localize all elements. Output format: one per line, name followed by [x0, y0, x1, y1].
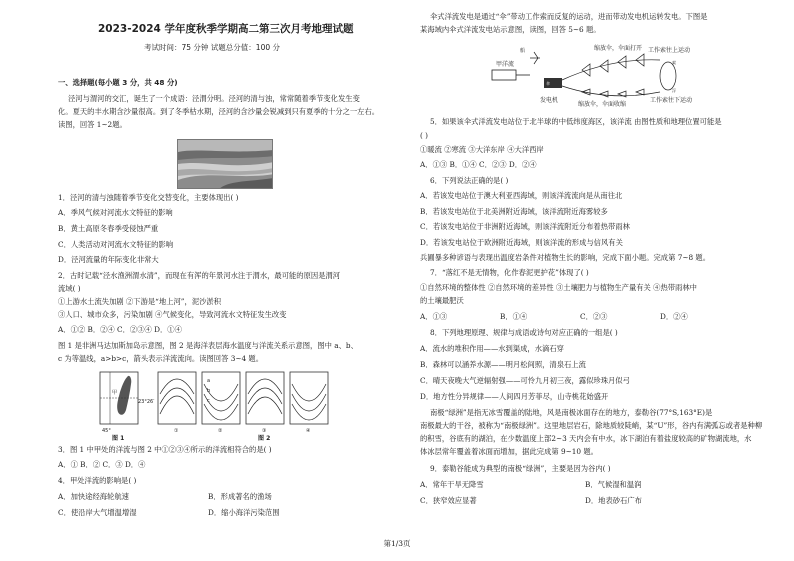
q8-option-a: A．流水的堆积作用——水到渠成，水滴石穿	[420, 344, 564, 353]
q4-option-d: D．缩小海洋污染范围	[208, 508, 280, 517]
q1-option-d: D．泾河流量的年际变化非常大	[58, 255, 159, 264]
q9-option-d: D．地表砂石广布	[585, 496, 642, 505]
current-panel-1	[158, 372, 196, 434]
q1-stem: 1．泾河的清与浊随着季节变化交替变化，主要体现出( )	[58, 193, 239, 202]
river-photo	[177, 139, 273, 189]
q8-stem: 8．下列地理原理、规律与成语或诗句对应正确的一组是( )	[430, 328, 618, 337]
current-panel-3	[246, 372, 284, 434]
diagram-label-generator: 发电机	[540, 97, 559, 104]
passage3-line: 体冰层常年覆盖着冰面而增加，据此完成第 9~10 题。	[420, 447, 598, 456]
q2-item: ③人口、城市众多，污染加剧 ④气候变化，导致河流水文特征发生改变	[58, 310, 287, 319]
figure-intro: c 为等温线，a>b>c，箭头表示洋流流向。读图回答 3~4 题。	[58, 354, 264, 363]
page-number: 第1/3页	[383, 539, 411, 548]
side-label: 伞	[546, 81, 550, 86]
q7-option-c: C．②③	[580, 312, 608, 321]
q2-stem-cont: 流域( )	[58, 284, 81, 293]
q7-items: ①自然环境的整体性 ②自然环境的差异性 ③土壤肥力与植物生产量有关 ④热带雨林中	[420, 283, 697, 292]
q6-option-a: A．若该发电站位于澳大利亚西海域，则该洋流流向是从南往北	[420, 191, 623, 200]
q1-option-a: A．季风气候对河流水文特征的影响	[58, 208, 173, 217]
right-intro-line: 某海域内伞式洋流发电站示意图，读图，回答 5~6 题。	[420, 25, 601, 34]
figure2-caption: 图 2	[258, 435, 271, 442]
panel-label: ③	[262, 428, 267, 434]
q3-options: A．① B．② C．③ D．④	[58, 460, 146, 469]
q8-option-d: D．地方性分异规律——人间四月芳菲尽，山寺桃花始盛开	[420, 392, 609, 401]
exam-info: 考试时间：75 分钟 试题总分值：100 分	[144, 43, 281, 52]
q9-option-a: A．常年干旱无降雪	[420, 480, 484, 489]
q3-stem: 3．图 1 中甲处的洋流与图 2 中①②③④所示的洋流相符合的是( )	[58, 445, 272, 454]
q7-option-d: D．②④	[660, 312, 688, 321]
q4-option-a: A．加快途经海轮航速	[58, 492, 129, 501]
q4-option-b: B．形成著名的渔场	[208, 492, 272, 501]
q7-option-b: B．①④	[500, 312, 528, 321]
q7-items-cont: 的土壤最肥沃	[420, 296, 464, 305]
longitude-label: 45°	[102, 428, 111, 434]
side-label: 浮	[672, 88, 676, 93]
q5-options: A．①③ B．①④ C．②③ D．②④	[420, 160, 537, 169]
passage3-line: 南极“绿洲”是指无冰雪覆盖的陆地，风是南极冰面存在的地方，泰勒谷(77°S,163°E)是	[430, 408, 713, 417]
latitude-label: 23°26′	[138, 399, 155, 405]
isotherm-label-c: c	[207, 398, 210, 404]
q6-option-b: B．若该发电站位于北美洲附近海域，该洋流附近海雾较多	[420, 207, 608, 216]
passage1-line: 读图，回答 1~2题。	[58, 120, 127, 129]
panel-label: ④	[306, 428, 311, 434]
q7-stem: 7．“落红不是无情物，化作春泥更护花”体现了( )	[430, 268, 589, 277]
q2-options: A．①② B．②④ C．②③④ D．①④	[58, 325, 182, 334]
current-panel-4	[290, 372, 328, 434]
q9-option-b: B．气候湿和温润	[585, 480, 642, 489]
q1-option-c: C．人类活动对河流水文特征的影响	[58, 240, 174, 249]
q5-items: ①暖流 ②寒流 ③大洋东岸 ④大洋西岸	[420, 145, 544, 154]
q6-option-d: D．若该发电站位于欧洲附近海域，则该洋流的形成与信风有关	[420, 238, 623, 247]
passage1-line: 泾河与渭河的交汇，诞生了一个成语：泾渭分明。泾河的清与浊，常常随着季节变化发生变	[68, 94, 360, 103]
q6-option-c: C．若该发电站位于非洲附近海域，则该洋流附近分布着热带雨林	[420, 222, 630, 231]
madagascar-map	[100, 372, 155, 442]
q2-stem: 2．古时记载“泾水渔洲渭水清”，而现在有浑的年景河水注于渭水，最可能的原因是渭河	[58, 271, 341, 280]
passage3-line: 南极最大的干谷，被称为“南极绿洲”。这里地层岩石，除地质较陡峭，某“U”形，谷内有满弧忘或者是种柳	[420, 421, 763, 430]
right-column	[420, 0, 763, 561]
left-column	[58, 0, 393, 561]
q4-stem: 4．甲处洋流的影响是( )	[58, 476, 137, 485]
q2-item: ①上游水土流失加剧 ②下游是“地上河”，泥沙淤积	[58, 297, 222, 306]
figure-madagascar-currents	[98, 370, 338, 442]
figure1-caption: 图 1	[112, 435, 125, 442]
svg-text:甲: 甲	[112, 390, 118, 396]
right-intro-line: 伞式洋流发电是通过“伞”带动工作索而反复的运动，进而带动发电机运转发电。下图是	[430, 12, 708, 21]
q9-stem: 9．泰勒谷能成为典型的南极“绿洲”，主要是因为谷内( )	[430, 464, 611, 473]
isotherm-label-a: a	[207, 378, 211, 384]
diagram-label-umbrella-open: 缩放伞，伞面打开	[594, 45, 643, 52]
panel-label: ①	[174, 428, 179, 434]
page-title: 2023-2024 学年度秋季学期高二第三次月考地理试题	[98, 23, 354, 35]
q1-option-b: B．黄土高原冬春季受侵蚀严重	[58, 224, 159, 233]
ocean-current-generator-diagram	[490, 40, 720, 108]
current-label: 甲洋流	[496, 61, 515, 68]
passage1-line: 化。夏天的丰水期含沙量很高。到了冬季枯水期，泾河的含沙量会锐减到只有夏季的十分之一左右。	[58, 107, 380, 116]
side-label: 船	[520, 48, 526, 54]
current-panel-2	[202, 372, 240, 434]
q8-option-b: B．森林可以涵养水源——明月松间照，清泉石上流	[420, 360, 586, 369]
q5-paren: ( )	[420, 131, 429, 140]
q6-stem: 6．下列说法正确的是( )	[430, 176, 509, 185]
passage2: 兵圃暴多种谚语与表现出温度岩条件对植物生长的影响，完成下面小题。完成第 7~8 题。	[420, 253, 711, 262]
q7-option-a: A．①③	[420, 312, 448, 321]
panel-label: ②	[218, 428, 223, 434]
diagram-label-umbrella-closed: 缩放伞，伞面收缩	[578, 101, 627, 108]
diagram-label-cable-up: 工作索往上运动	[648, 47, 691, 54]
q9-option-c: C．狭窄效应显著	[420, 496, 477, 505]
isotherm-label-b: b	[207, 388, 211, 394]
q4-option-c: C．使沿岸大气增温增湿	[58, 508, 137, 517]
q8-option-c: C．晴天夜晚大气逆辐射强——可怜九月初三夜，露似珍珠月似弓	[420, 376, 630, 385]
side-label: 索	[672, 60, 676, 65]
passage3-line: 的积雪，谷底有的湖泊，在少数温度上部2~3 天内会有中水，冰下湖泊有着盐度较高的矿物湖流地，水	[420, 434, 752, 443]
diagram-label-cable-down: 工作索往下运动	[650, 97, 693, 104]
q5-stem: 5．如果该伞式洋流发电站位于北半球的中低纬度海区，该洋流 由图性质和地理位置可能是	[430, 117, 722, 126]
figure-intro: 图 1 是非洲马达加斯加岛示意图，图 2 是海洋表层海水温度与洋流关系示意图，图中 a、b、	[58, 341, 358, 350]
section-heading: 一、选择题(每小题 3 分，共 48 分)	[58, 78, 178, 87]
